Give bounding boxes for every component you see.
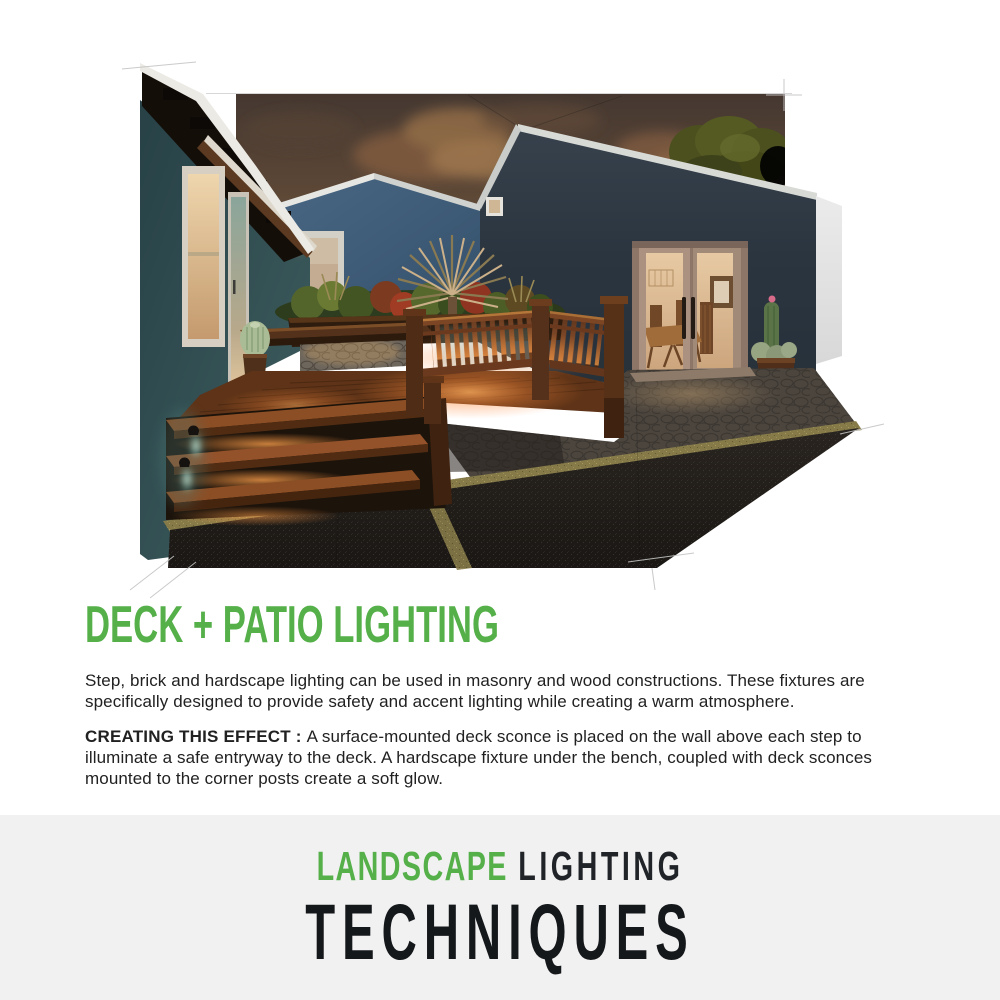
footer-title-text: TECHNIQUES xyxy=(305,887,695,976)
effect-label: CREATING THIS EFFECT : xyxy=(85,727,302,746)
footer-band xyxy=(0,815,1000,1000)
section-heading: DECK + PATIO LIGHTING xyxy=(85,594,499,654)
brand-word-lighting: LIGHTING xyxy=(518,843,684,889)
section-effect xyxy=(85,726,927,789)
patio-double-door xyxy=(632,241,748,380)
page-edge-shadow-panel xyxy=(816,196,842,364)
left-wall-window xyxy=(182,166,225,347)
brand-word-landscape: LANDSCAPE xyxy=(316,843,508,889)
content-section xyxy=(85,594,927,789)
footer-title xyxy=(0,887,1000,976)
brand-line xyxy=(0,843,1000,889)
effect-text: A surface-mounted deck sconce is placed on the wall above each step to illuminate a safe entryway to the deck. A hardscape fixture under the bench, coupled with deck sconces mounted to the corner posts create a soft glow. xyxy=(85,727,872,788)
section-intro: Step, brick and hardscape lighting can be used in masonry and wood constructions. These fixtures are specifically designed to provide safety and accent lighting while creating a warm atmosphere. xyxy=(85,671,865,711)
step-sconces xyxy=(158,408,206,508)
